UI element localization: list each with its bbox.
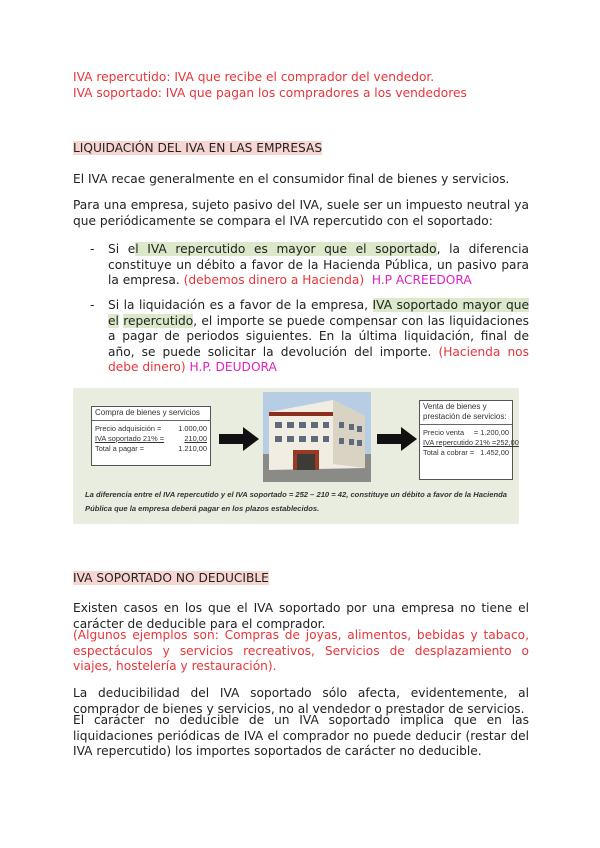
purchase-row [92,424,210,434]
bullet-1-text: , la diferencia constituye un débito a favor de la Hacienda Pública, un pasivo para la empresa. [108,242,530,287]
bullet-2-text: , el importe se puede compensar con las liquidaciones a pagar de periodos siguientes. En la última liquidación, final de año, se puede solicitar la devolución del importe. [108,313,530,359]
building-photo [263,392,371,482]
paragraph: El IVA recae generalmente en el consumidor final de bienes y servicios. [73,172,510,186]
paragraph: El carácter no deducible de un IVA soportado implica que en las liquidaciones periódicas de IVA el comprador no puede deducir (restar del IVA repercutido) los importes soportados de carácter no deducible. [73,713,529,758]
row-label: IVA soportado 21% = [95,434,165,443]
row-value: 1.452,00 [480,448,509,457]
row-value: 1.210,00 [178,444,207,453]
bullet-marker: - [90,298,95,312]
sale-box-title: Venta de bienes y prestación de servicios: [420,401,512,425]
bullet-2-note: (Hacienda nos debe dinero) [108,344,529,374]
bullet-marker: - [90,242,95,256]
row-label: Total a cobrar = [423,448,475,457]
section-heading-liquidacion-text: LIQUIDACIÓN DEL IVA EN LAS EMPRESAS [73,141,323,155]
row-value: 252,00 [496,438,519,447]
purchase-box-title: Compra de bienes y servicios [92,407,210,421]
row-label: Precio adquisición = [95,424,162,433]
sale-row [420,428,512,438]
row-value: = 1.200,00 [473,428,509,437]
row-value: 1.000,00 [178,424,207,433]
bullet-2-highlight: repercutido [123,313,194,328]
figure-caption: La diferencia entre el IVA repercutido y el IVA soportado = 252 – 210 = 42, constituye un débito a favor de la Hacienda Pública que la empresa deberá pagar en los plazos establecidos. [85,490,508,513]
sale-row [420,438,519,448]
bullet-item-1 [108,242,529,289]
purchase-row [92,434,210,444]
bullet-2-label: H.P. DEUDORA [189,360,277,374]
row-label: Precio venta [423,428,465,437]
arrow-right-icon [377,426,417,452]
purchase-box [91,406,211,466]
bullet-1-label: H.P ACREEDORA [371,273,472,287]
sale-row [420,448,512,458]
bullet-2-highlight: IVA soportado mayor que el [108,298,529,328]
paragraph: La deducibilidad del IVA soportado sólo afecta, evidentemente, al comprador de bienes y servicios, no al vendedor o prestador de servicios. [73,686,529,716]
purchase-row [92,444,210,454]
row-label: IVA repercutido 21% = [423,438,497,447]
paragraph: Existen casos en los que el IVA soportado por una empresa no tiene el carácter de deducible para el comprador. [73,601,529,631]
section-heading-no-deducible [73,571,269,587]
bullet-item-2 [108,298,529,376]
sale-box [419,400,519,480]
bullet-2-text: Si la liquidación es a favor de la empresa, [108,298,373,312]
bullet-1-highlight: l IVA repercutido es mayor que el soportado [135,242,437,256]
arrow-right-icon [219,426,259,452]
bullet-1-note: (debemos dinero a Hacienda) [183,273,365,287]
section-heading-liquidacion [73,141,322,157]
row-label: Total a pagar = [95,444,145,453]
bullet-1-text: Si e [108,242,136,256]
examples-note: (Algunos ejemplos son: Compras de joyas, alimentos, bebidas y tabaco, espectáculos y servicios recreativos, Servicios de desplazamiento o viajes, hostelería y restauración). [73,628,529,673]
intro-line-1: IVA repercutido: IVA que recibe el comprador del vendedor. [73,70,435,84]
row-value: 210,00 [184,434,207,443]
paragraph: Para una empresa, sujeto pasivo del IVA, suele ser un impuesto neutral ya que periódicamente se compara el IVA repercutido con el soportado: [73,198,529,228]
section-heading-no-deducible-text: IVA SOPORTADO NO DEDUCIBLE [73,571,269,585]
intro-line-2: IVA soportado: IVA que pagan los compradores a los vendedores [73,86,467,100]
iva-diagram-image [73,388,519,524]
